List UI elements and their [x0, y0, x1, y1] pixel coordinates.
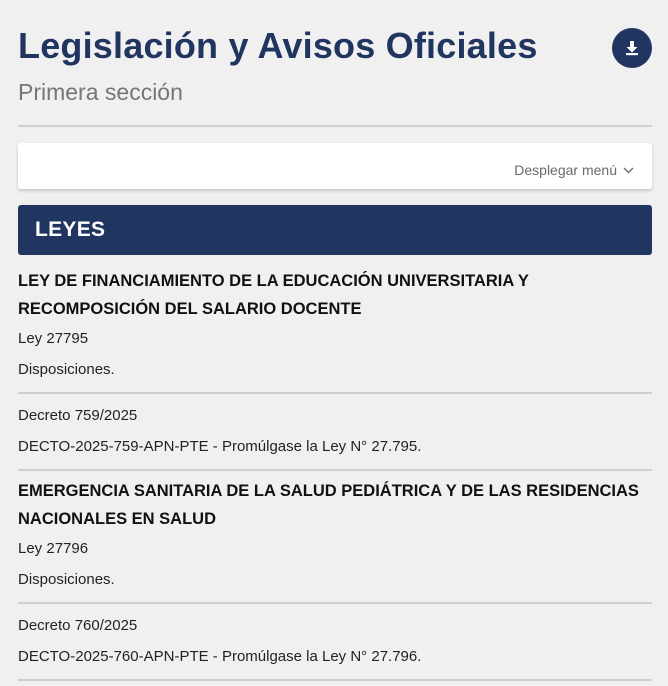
entry-divider: [18, 679, 652, 681]
law-summary: Disposiciones.: [18, 571, 115, 588]
page-header: [18, 0, 652, 105]
page-subtitle: Primera sección: [18, 79, 183, 105]
decree-number: Decreto 760/2025: [18, 617, 138, 634]
law-entry: [18, 255, 652, 471]
chevron-down-icon: [623, 167, 634, 174]
decree-link[interactable]: DECTO-2025-760-APN-PTE - Promúlgase la Ley N° 27.796.: [18, 648, 422, 665]
entry-divider: [18, 602, 652, 604]
decree-block: [18, 610, 652, 672]
header-divider: [18, 125, 652, 127]
decree-link[interactable]: DECTO-2025-759-APN-PTE - Promúlgase la Ley N° 27.795.: [18, 438, 422, 455]
law-title-line: RECOMPOSICIÓN DEL SALARIO DOCENTE: [18, 300, 362, 318]
expand-menu-label: Desplegar menú: [514, 162, 617, 178]
download-icon: [624, 40, 640, 56]
law-title-link[interactable]: [18, 477, 652, 533]
menu-bar: [18, 143, 652, 189]
decree-block: [18, 400, 652, 462]
law-number: Ley 27796: [18, 540, 89, 557]
entry-divider: [18, 392, 652, 394]
entry-divider: [18, 469, 652, 471]
section-header-leyes: [18, 205, 652, 255]
expand-menu-toggle[interactable]: [514, 162, 634, 178]
law-title-line: NACIONALES EN SALUD: [18, 510, 217, 528]
law-title-link[interactable]: [18, 267, 652, 323]
decree-number: Decreto 759/2025: [18, 407, 138, 424]
law-entry: [18, 477, 652, 681]
law-summary: Disposiciones.: [18, 361, 115, 378]
law-title-line: EMERGENCIA SANITARIA DE LA SALUD PEDIÁTRICA Y DE LAS RESIDENCIAS: [18, 482, 639, 500]
section-title: LEYES: [35, 218, 106, 241]
law-number: Ley 27795: [18, 330, 89, 347]
download-button[interactable]: [612, 28, 652, 68]
page-title: Legislación y Avisos Oficiales: [18, 25, 538, 66]
law-title-line: LEY DE FINANCIAMIENTO DE LA EDUCACIÓN UNIVERSITARIA Y: [18, 272, 529, 290]
